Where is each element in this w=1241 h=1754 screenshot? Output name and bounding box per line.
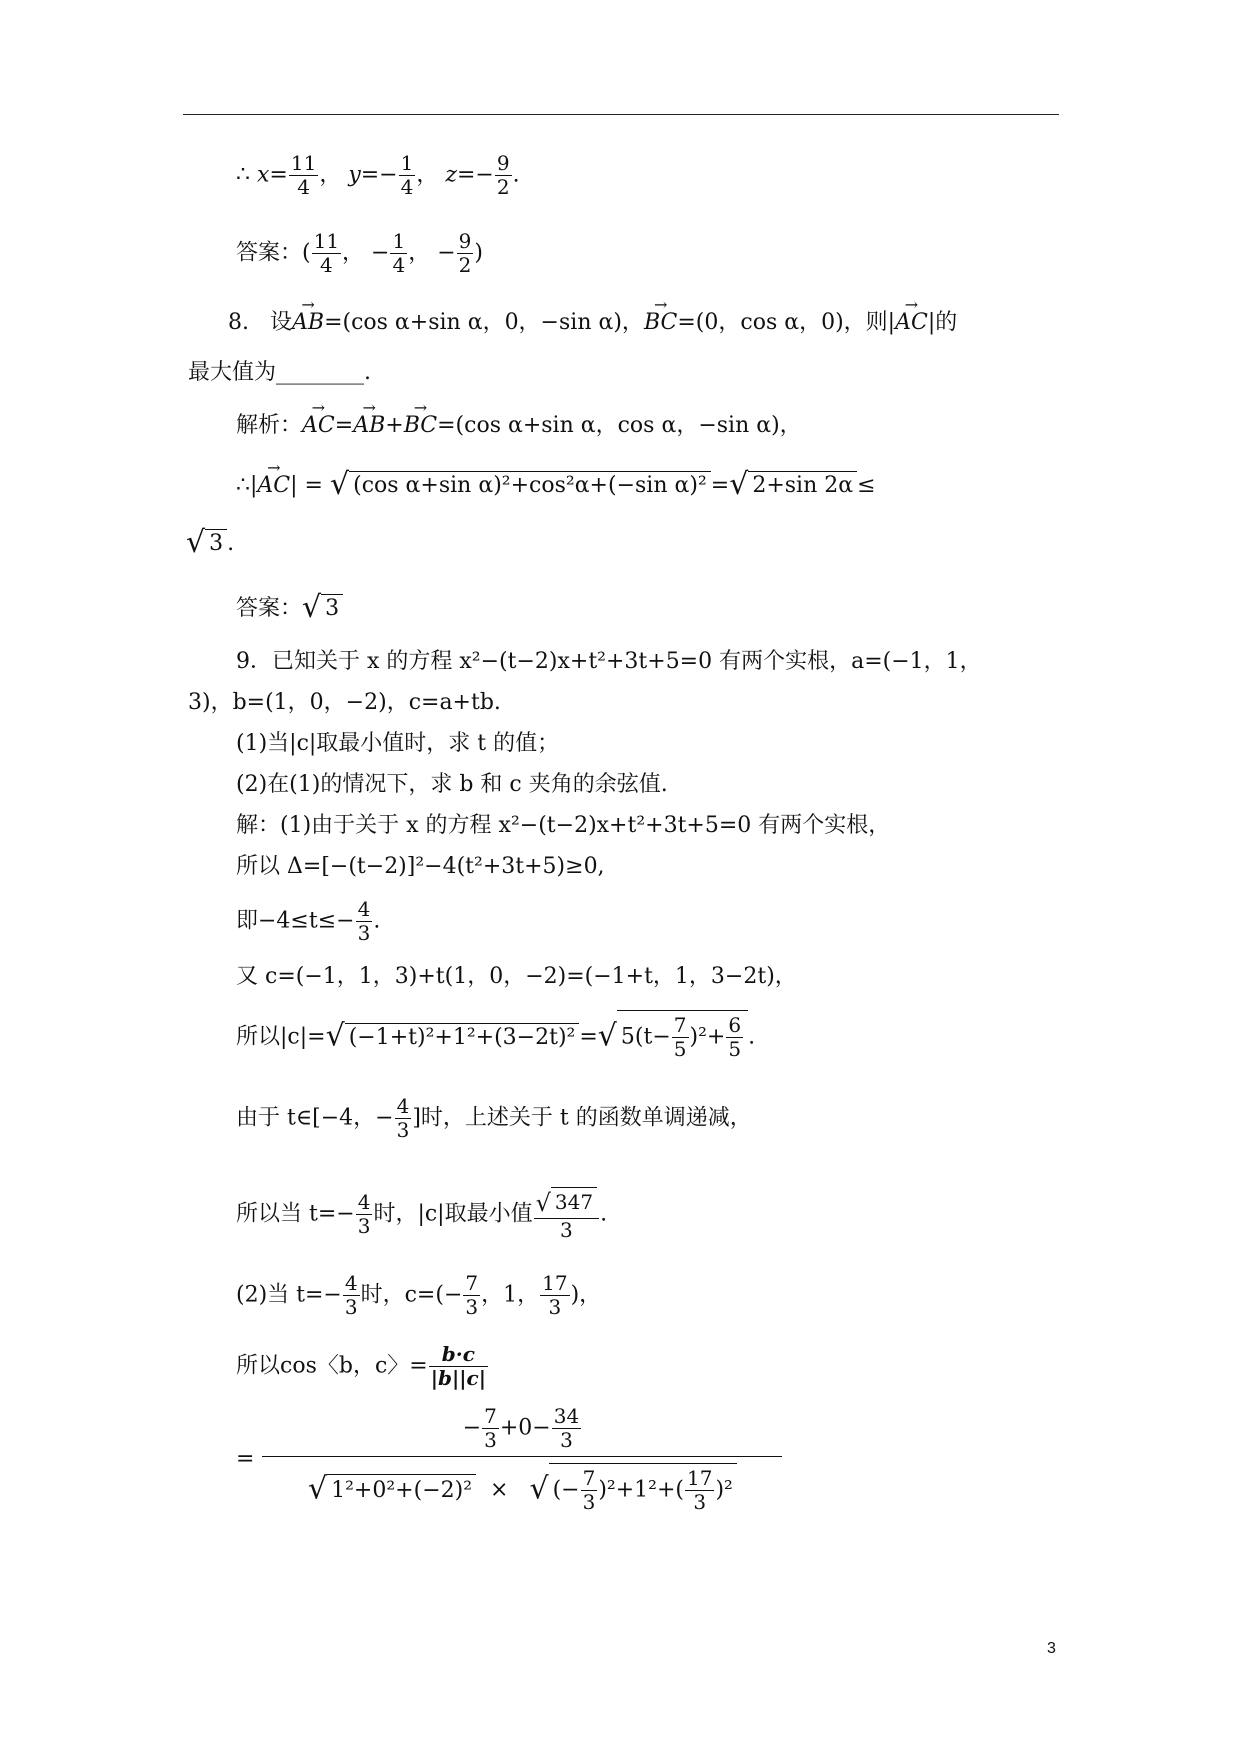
fraction: $\frac{9}{2}$ (496, 151, 510, 199)
question-9-sub2: (2)在(1)的情况下，求 b 和 c 夹角的余弦值. (236, 772, 668, 797)
radicand: (cos α+sin α)²+cos²α+(−sin α)² (349, 471, 711, 497)
analysis-8-line1: 解析：→ AC=→ AB+→ BC=(cos α+sin α，cos α，−sin α)， (236, 415, 802, 437)
radical-sign: √ (597, 1018, 617, 1054)
solution-9-line9: 所以cos〈b，c〉= $\frac{b\cdot c}{|b||c|}$ (236, 1342, 486, 1390)
vector-ac: → AC (257, 475, 290, 497)
radical-sign: √ (729, 467, 749, 502)
fraction: $\frac{√ 347}{3}$ (534, 1187, 599, 1242)
solution-9-line8: (2)当 t=− $\frac{4}{3}$ 时，c=(− $\frac{7}{3}$ ，1， $\frac{17}{3}$ )， (236, 1271, 602, 1319)
vector-ab: → AB (353, 415, 385, 437)
fraction: $\frac{1}{4}$ (392, 229, 406, 277)
fraction: $\frac{4}{3}$ (344, 1271, 358, 1319)
fraction: $\frac{9}{2}$ (458, 229, 472, 277)
radicand: 5(t− $\frac{7}{5}$ )²+ $\frac{6}{5}$ (617, 1010, 748, 1061)
solution-9-line10: = − $\frac{7}{3}$ +0− $\frac{34}{3}$ √ 1²+0²+(−2)² × √ (− $\frac{7}{3}$ )²+1²+( $\frac{17}{3}$ )² (236, 1405, 783, 1514)
radical-sign: √ (302, 590, 322, 625)
vector-bc: → BC (644, 312, 677, 334)
vector-ac: → AC (302, 415, 335, 437)
question-8-line2: 最大值为________. (188, 360, 371, 385)
radical-sign: √ (186, 525, 206, 560)
solution-9-line2: 所以 Δ=[−(t−2)]²−4(t²+3t+5)≥0, (236, 854, 605, 879)
fraction: $\frac{4}{3}$ (357, 897, 371, 945)
fraction: $\frac{4}{3}$ (396, 1094, 410, 1142)
solution-9-line4: 又 c=(−1，1，3)+t(1，0，−2)=(−1+t，1，3−2t)， (236, 964, 797, 989)
analysis-8-line2: ∴|→ AC| = √ (cos α+sin α)²+cos²α+(−sin α)² =√ 2+sin 2α ≤ (236, 470, 876, 500)
solution-9-line7: 所以当 t=− $\frac{4}{3}$ 时，|c|取最小值 $\frac{√ 347}{3}$ . (236, 1189, 608, 1242)
page-number: 3 (1047, 1640, 1056, 1657)
solution-9-line3: 即−4≤t≤− $\frac{4}{3}$ . (236, 897, 381, 945)
answer-8: 答案：√ 3 (236, 593, 343, 623)
therefore-symbol: ∴ (236, 162, 250, 188)
fraction: $\frac{b\cdot c}{|b||c|}$ (430, 1342, 486, 1390)
answer-7: 答案：( $\frac{11}{4}$ ， − $\frac{1}{4}$ ， − $\frac{9}{2}$ ) (236, 229, 483, 277)
solution-9-line5: 所以|c|=√ (−1+t)²+1²+(3−2t)² =√ 5(t− $\frac{7}{5}$ )²+ $\frac{6}{5}$ . (236, 1010, 755, 1061)
vector-ab: → AB (292, 312, 324, 334)
big-fraction: − $\frac{7}{3}$ +0− $\frac{34}{3}$ √ 1²+0²+(−2)² × √ (− $\frac{7}{3}$ )²+1²+( $\frac{17}{3}$ )² (262, 1405, 782, 1514)
solution-9-line6: 由于 t∈[−4，− $\frac{4}{3}$ ]时，上述关于 t 的函数单调递减， (236, 1094, 752, 1142)
question-9-line2: 3)，b=(1，0，−2)，c=a+tb. (188, 690, 501, 715)
radical-sign: √ (325, 1018, 345, 1054)
vector-bc: → BC (404, 415, 437, 437)
fraction: $\frac{1}{4}$ (400, 151, 414, 199)
solution-9-line1: 解：(1)由于关于 x 的方程 x²−(t−2)x+t²+3t+5=0 有两个实根， (236, 813, 891, 838)
fraction: $\frac{11}{4}$ (290, 151, 317, 199)
header-rule (183, 114, 1059, 115)
question-9-sub1: (1)当|c|取最小值时，求 t 的值； (236, 731, 560, 756)
fraction: $\frac{11}{4}$ (313, 229, 340, 277)
question-8-line1: 8. 设→ AB=(cos α+sin α，0，−sin α)，→ BC=(0，cos α，0)，则|→ AC|的 (228, 312, 957, 334)
radical-sign: √ (330, 467, 350, 502)
question-9-line1: 9．已知关于 x 的方程 x²−(t−2)x+t²+3t+5=0 有两个实根，a=(−1，1， (236, 649, 982, 674)
fraction: $\frac{4}{3}$ (357, 1189, 371, 1238)
fraction: $\frac{7}{3}$ (465, 1271, 479, 1319)
vector-ac: → AC (895, 312, 928, 334)
analysis-8-line3: √ 3 . (186, 525, 235, 560)
fraction: $\frac{17}{3}$ (542, 1271, 568, 1319)
radicand: 2+sin 2α (748, 471, 857, 497)
solution-xyz-line: ∴ x= $\frac{11}{4}$ ， y=− $\frac{1}{4}$ ， z=− $\frac{9}{2}$ . (236, 151, 520, 199)
